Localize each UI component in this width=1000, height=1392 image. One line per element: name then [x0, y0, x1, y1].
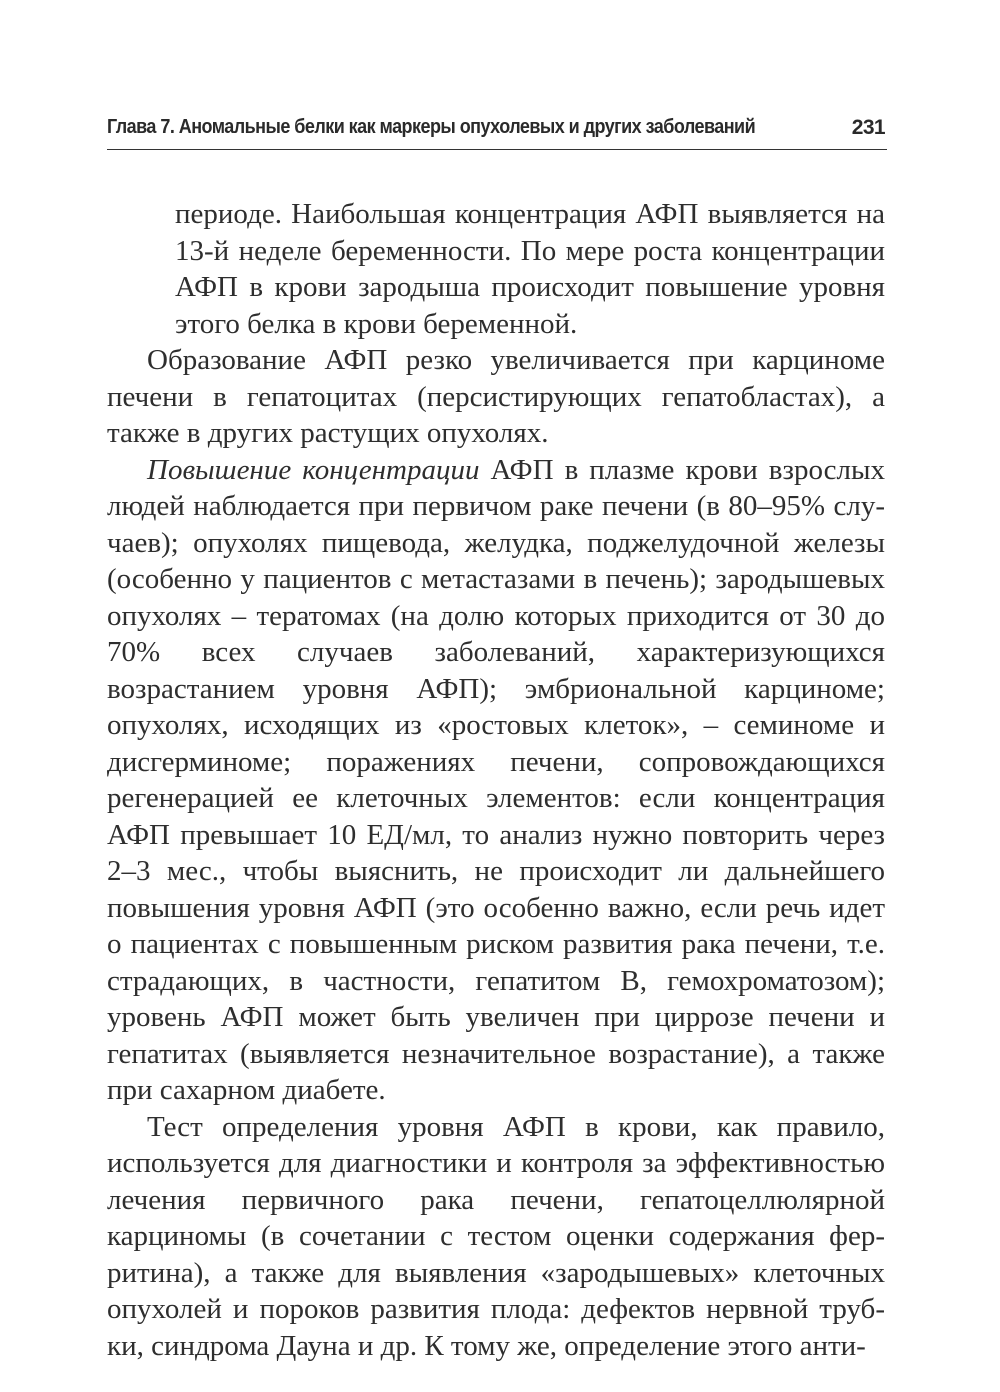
- chapter-title: Глава 7. Аномальные белки как маркеры опухолевых и других заболеваний: [107, 116, 756, 138]
- running-head: [107, 113, 887, 150]
- paragraph-afp-increase: [107, 452, 885, 1109]
- paragraph-afp-increase-text: АФП в плазме крови взрослых людей наблюдается при первичом раке печени (в 80–95% случаев); опухолях пищевода, желудка, поджелудочной железы (особенно у пациентов с метастазами в печень); зародышевых опухолях – тератомах (на долю которых приходится от 30 до 70% всех случаев заболеваний, характеризующихся возрастанием уровня АФП); эмбриональной карциноме; опухолях, исходящих из «ростовых клеток», – семиноме и дисгерминоме; поражениях печени, сопровождающихся регенерацией ее клеточных элементов: если концентрация АФП превышает 10 ЕД/мл, то анализ нужно повторить через 2–3 мес., чтобы выяснить, не происходит ли дальнейшего повышения уровня АФП (это особенно важно, если речь идет о пациентах с повышенным риском развития рака печени, т.е. страдающих, в частности, гепатитом В, гемохроматозом); уровень АФП может быть увеличен при циррозе печени и гепатитах (выявляется незначительное возрастание), а также при сахарном диабете.: [107, 453, 886, 1106]
- paragraph-afp-formation: Образование АФП резко увеличивается при карциноме печени в гепатоцитах (персистирующих гепатобластах), а также в других растущих опухолях.: [107, 344, 885, 449]
- page-number: 231: [851, 116, 885, 139]
- paragraph-afp-test: Тест определения уровня АФП в крови, как правило, используется для диагностики и контроля за эффективностью лечения первичного рака печени, гепатоцеллюлярной карциномы (в сочетании с тестом оценки содержания ферритина), а также для выявления «зародышевых» клеточных опухолей и пороков развития плода: дефектов нервной трубки, синдрома Дауна и др. К тому же, определение этого анти-: [107, 1110, 885, 1362]
- body-text: [107, 196, 885, 1364]
- italic-lead-phrase: Повышение концентрации: [147, 453, 480, 486]
- paragraph-continuation: периоде. Наибольшая концентрация АФП выявляется на 13-й неделе беременности. По мере роста концентрации АФП в крови зародыша происходит повышение уровня этого белка в крови беременной.: [175, 198, 885, 340]
